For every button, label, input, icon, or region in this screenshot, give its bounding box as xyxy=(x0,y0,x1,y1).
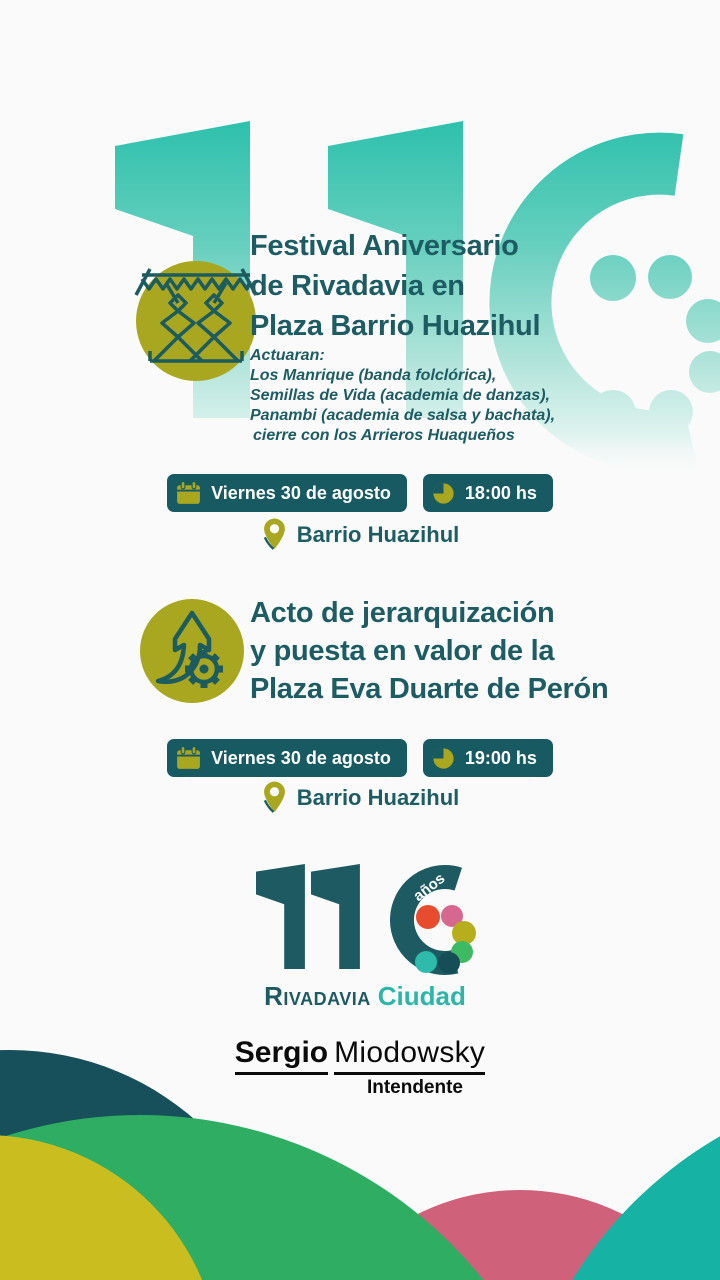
calendar-icon xyxy=(175,745,202,772)
event1-lineup-label: Actuaran: xyxy=(250,347,325,364)
event1-title-line: Festival Aniversario xyxy=(250,230,519,262)
location-pin-icon xyxy=(261,780,288,815)
event1-lineup-line: Panambi (academia de salsa y bachata), xyxy=(250,407,556,424)
event1-lineup-line: Los Manrique (banda folclórica), xyxy=(250,367,497,384)
event1-title-line: de Rivadavia en xyxy=(250,270,465,302)
folk-dancers-icon xyxy=(128,255,264,383)
watermark-dot xyxy=(590,390,636,436)
event2-title xyxy=(250,594,608,708)
logo-anos-label: años xyxy=(410,869,449,905)
clock-icon xyxy=(431,481,456,506)
event1-lineup-line: cierre con los Arrieros Huaqueños xyxy=(253,427,515,444)
logo-digit-1b xyxy=(311,864,360,969)
mayor-name xyxy=(235,1036,485,1070)
event1-lineup xyxy=(250,346,555,446)
rivadavia-110-logo xyxy=(245,858,485,1012)
watermark-dot xyxy=(648,255,692,299)
event2-date: Viernes 30 de agosto xyxy=(211,747,391,768)
event1-badge-row xyxy=(0,474,720,512)
event1-date-badge xyxy=(167,474,407,512)
event2-title-line: Acto de jerarquización xyxy=(250,597,555,629)
logo-ciudad: Ciudad xyxy=(377,981,466,1011)
watermark-dot xyxy=(686,299,720,343)
event1-title-line: Plaza Barrio Huazihul xyxy=(250,310,541,342)
logo-110-mark xyxy=(250,858,480,976)
event1-time-badge xyxy=(423,474,553,512)
event2-time: 19:00 hs xyxy=(464,747,537,768)
event2-date-badge xyxy=(167,739,407,777)
watermark-dot xyxy=(649,390,693,434)
event2-time-badge xyxy=(423,739,553,777)
event2-title-line: y puesta en valor de la xyxy=(250,635,555,667)
event2-location: Barrio Huazihul xyxy=(296,784,460,810)
event1-title xyxy=(250,226,540,346)
event2-title-line: Plaza Eva Duarte de Perón xyxy=(250,673,609,705)
upgrade-arrow-gear-icon xyxy=(138,597,246,705)
logo-dot-red xyxy=(416,905,440,929)
mayor-role: Intendente xyxy=(366,1077,463,1098)
logo-dot-cyan xyxy=(415,951,437,973)
logo-city-name: Rivadavia xyxy=(264,981,371,1011)
event1-date: Viernes 30 de agosto xyxy=(211,482,391,503)
calendar-icon xyxy=(175,480,202,507)
mayor-last-name: Miodowsky xyxy=(334,1036,485,1075)
watermark-dot xyxy=(590,255,636,301)
location-pin-icon xyxy=(261,517,288,552)
event1-lineup-line: Semillas de Vida (academia de danzas), xyxy=(250,387,550,404)
clock-icon xyxy=(431,746,456,771)
event1-time: 18:00 hs xyxy=(464,482,537,503)
event2-badge-row xyxy=(0,739,720,777)
event1-location: Barrio Huazihul xyxy=(296,521,460,547)
logo-wordmark xyxy=(245,981,485,1012)
watermark-dot xyxy=(689,351,720,393)
mayor-first-name: Sergio xyxy=(235,1036,328,1075)
event2-location-row xyxy=(0,780,720,815)
logo-digit-1 xyxy=(256,864,305,969)
event1-location-row xyxy=(0,517,720,552)
logo-dot-dark xyxy=(438,952,460,974)
